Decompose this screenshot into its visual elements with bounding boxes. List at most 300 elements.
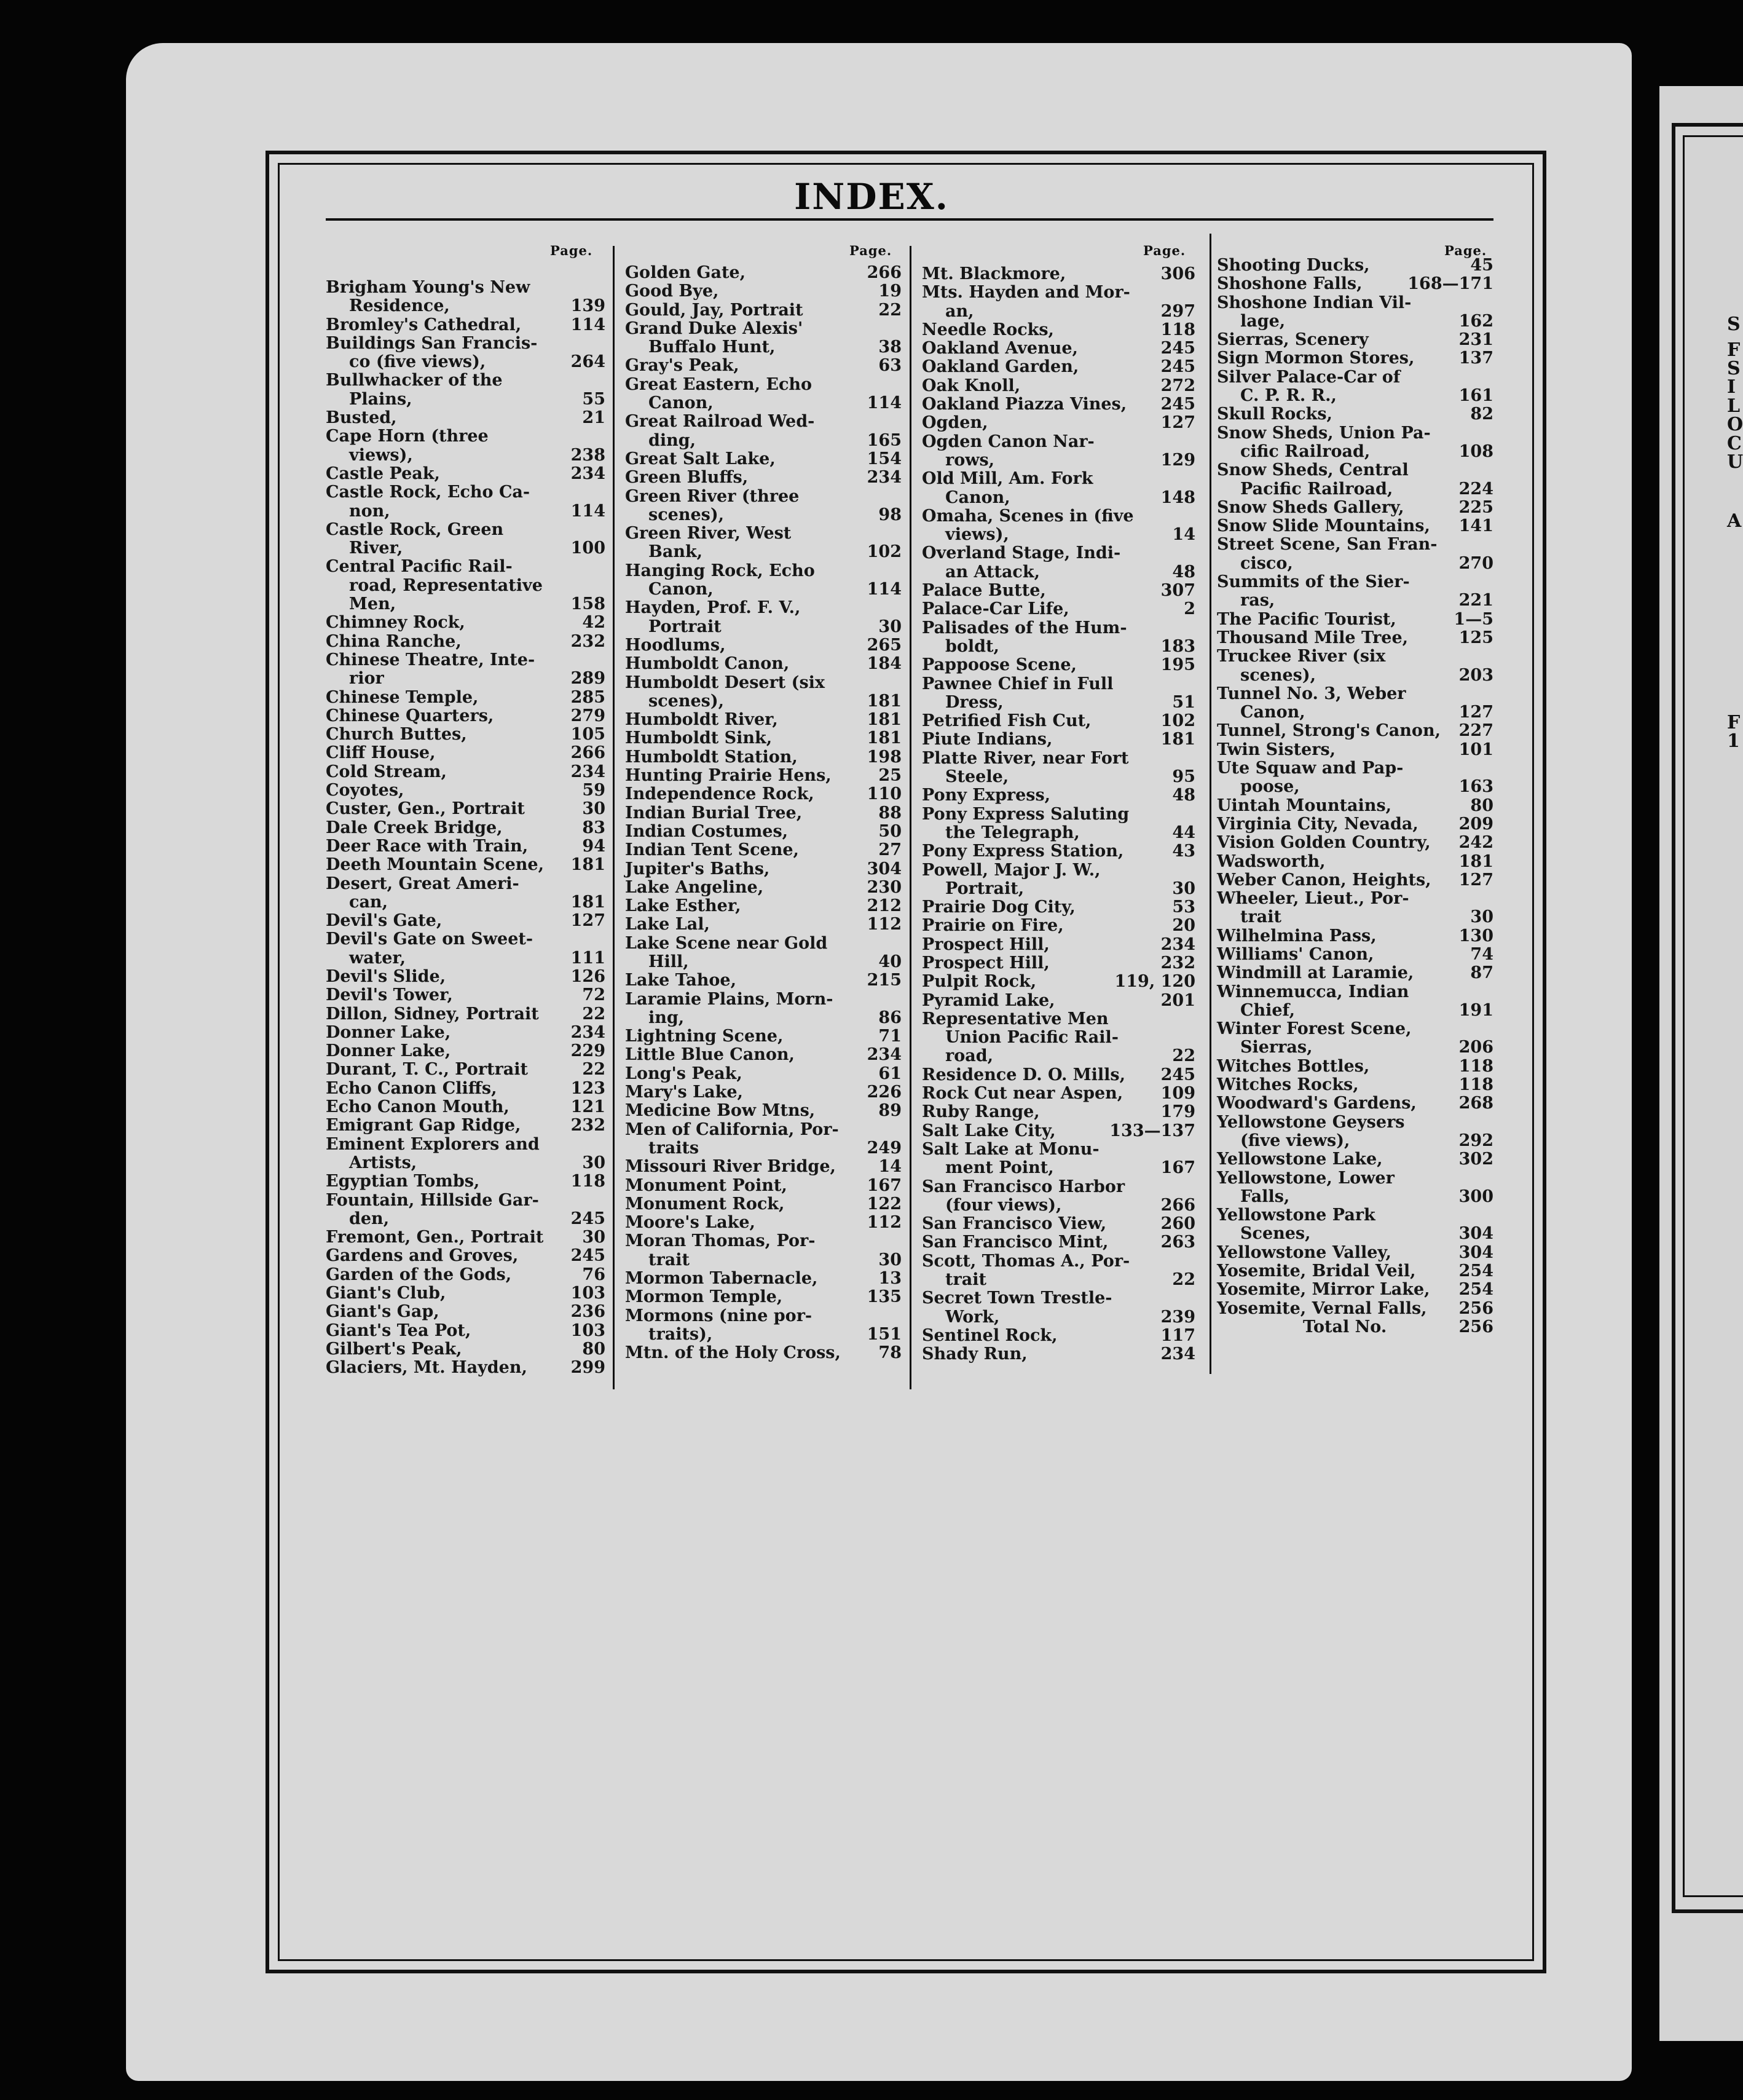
index-entry	[1217, 647, 1493, 666]
entry-page-number: 78	[878, 1343, 902, 1363]
entry-page-number: 234	[867, 1045, 902, 1065]
entry-label: Great Salt Lake,	[625, 449, 776, 468]
entry-label: Sierras,	[1240, 1038, 1313, 1057]
entry-label: Men of California, Por-	[625, 1119, 839, 1139]
entry-page-number: 112	[867, 1213, 902, 1233]
entry-label: Donner Lake,	[326, 1022, 451, 1042]
index-entry	[922, 1345, 1195, 1364]
entry-label: Yellowstone, Lower	[1217, 1168, 1395, 1188]
entry-label: Green River, West	[625, 524, 792, 543]
entry-label: Palace Butte,	[922, 581, 1046, 601]
index-entry	[922, 675, 1195, 693]
entry-label: Dillon, Sidney, Portrait	[326, 1004, 539, 1024]
entry-label: Shooting Ducks,	[1217, 256, 1370, 275]
index-entry	[326, 502, 605, 521]
entry-page-number: 181	[1458, 851, 1493, 871]
entry-label: Uintah Mountains,	[1217, 795, 1392, 815]
index-entry	[625, 1065, 902, 1083]
index-entry	[1217, 1001, 1493, 1020]
index-entry	[625, 450, 902, 468]
index-entry	[1217, 853, 1493, 871]
index-entry	[1217, 815, 1493, 834]
entry-label: views),	[945, 525, 1009, 545]
entry-label: Lake Tahoe,	[625, 971, 736, 990]
entry-label: Missouri River Bridge,	[625, 1157, 836, 1177]
index-entry	[326, 595, 605, 614]
entry-page-number: 71	[878, 1027, 902, 1046]
index-entry	[326, 1116, 605, 1135]
entry-page-number: 256	[1458, 1298, 1493, 1318]
entry-label: Mtn. of the Holy Cross,	[625, 1343, 841, 1363]
index-entry	[1217, 517, 1493, 535]
entry-label: Yellowstone Lake,	[1217, 1150, 1383, 1169]
entry-page-number: 30	[1172, 878, 1195, 898]
entry-label: Sentinel Rock,	[922, 1325, 1058, 1345]
index-entry	[1217, 1020, 1493, 1038]
entry-label: Scott, Thomas A., Por-	[922, 1251, 1130, 1271]
entry-label: Chinese Temple,	[326, 687, 479, 707]
index-entry	[625, 674, 902, 692]
index-entry	[326, 1266, 605, 1284]
entry-page-number: 285	[570, 687, 605, 707]
entry-page-number: 236	[570, 1302, 605, 1322]
index-entry	[326, 1322, 605, 1340]
entry-label: Weber Canon, Heights,	[1217, 870, 1431, 890]
entry-label: Prairie on Fire,	[922, 916, 1064, 936]
entry-label: Brigham Young's New	[326, 278, 530, 297]
index-entry	[326, 558, 605, 576]
entry-label: Fremont, Gen., Portrait	[326, 1228, 544, 1247]
entry-page-number: 234	[867, 468, 902, 488]
entry-label: Lightning Scene,	[625, 1027, 784, 1046]
index-entry	[326, 669, 605, 688]
entry-label: Great Railroad Wed-	[625, 412, 815, 432]
entry-page-number: 89	[878, 1101, 902, 1121]
index-entry	[326, 297, 605, 315]
entry-page-number: 249	[867, 1138, 902, 1158]
entry-label: Mormon Temple,	[625, 1287, 783, 1307]
index-entry	[625, 1121, 902, 1139]
index-entry	[922, 656, 1195, 674]
entry-page-number: 114	[867, 580, 902, 599]
entry-label: Pony Express,	[922, 786, 1051, 805]
entry-label: Chief,	[1240, 1000, 1295, 1020]
entry-page-number: 181	[570, 892, 605, 912]
index-entry	[625, 1009, 902, 1027]
entry-label: Palace-Car Life,	[922, 599, 1069, 619]
entry-label: Echo Canon Cliffs,	[326, 1078, 497, 1098]
entry-page-number: 158	[570, 594, 605, 614]
entry-page-number: 234	[1160, 1344, 1195, 1364]
entry-page-number: 307	[1160, 581, 1195, 601]
entry-page-number: 161	[1458, 386, 1493, 406]
entry-label: Lake Angeline,	[625, 877, 764, 897]
entry-label: Mormons (nine por-	[625, 1306, 812, 1325]
entry-label: the Telegraph,	[945, 823, 1080, 842]
adjacent-page-letter: F	[1727, 339, 1741, 361]
index-entry	[1217, 871, 1493, 890]
index-entry	[625, 301, 902, 320]
index-entry	[326, 893, 605, 912]
entry-label: Hayden, Prof. F. V.,	[625, 598, 801, 618]
entry-label: Powell, Major J. W.,	[922, 860, 1101, 880]
index-entry	[1217, 1038, 1493, 1057]
index-entry	[1217, 331, 1493, 349]
entry-page-number: 245	[1160, 339, 1195, 358]
entry-label: lage,	[1240, 311, 1286, 331]
entry-label: Giant's Club,	[326, 1284, 446, 1303]
index-entry	[625, 394, 902, 412]
entry-page-number: 48	[1172, 786, 1195, 805]
index-entry	[1217, 1225, 1493, 1243]
entry-page-number: 167	[1160, 1158, 1195, 1178]
index-entry	[922, 1252, 1195, 1271]
entry-label: Coyotes,	[326, 781, 404, 800]
entry-label: Skull Rocks,	[1217, 405, 1332, 424]
entry-page-number: 87	[1470, 963, 1493, 983]
entry-label: Winter Forest Scene,	[1217, 1019, 1412, 1039]
index-entry	[1217, 1113, 1493, 1132]
entry-page-number: 234	[570, 1022, 605, 1042]
entry-page-number: 102	[867, 542, 902, 562]
entry-label: an,	[945, 301, 974, 321]
entry-page-number: 165	[867, 430, 902, 450]
entry-page-number: 302	[1458, 1150, 1493, 1169]
entry-page-number: 245	[570, 1209, 605, 1228]
entry-page-number: 63	[878, 356, 902, 376]
entry-label: (five views),	[1240, 1131, 1350, 1150]
index-entry	[326, 837, 605, 856]
entry-page-number: 184	[867, 654, 902, 674]
entry-label: Good Bye,	[625, 282, 719, 301]
entry-label: The Pacific Tourist,	[1217, 609, 1396, 629]
entry-page-number: 42	[582, 613, 605, 633]
index-entry	[922, 1084, 1195, 1103]
entry-page-number: 53	[1172, 898, 1195, 917]
index-entry	[1217, 349, 1493, 368]
entry-label: Independence Rock,	[625, 784, 814, 804]
entry-page-number: 191	[1458, 1000, 1493, 1020]
entry-page-number: 221	[1458, 591, 1493, 610]
index-entry	[625, 376, 902, 394]
index-entry	[922, 321, 1195, 339]
entry-label: Humboldt Canon,	[625, 654, 790, 674]
entry-page-number: 19	[878, 282, 902, 301]
entry-page-number: 30	[582, 1228, 605, 1247]
entry-page-number: 74	[1470, 944, 1493, 964]
entry-page-number: 117	[1160, 1325, 1195, 1345]
index-entry	[922, 563, 1195, 582]
entry-label: Palisades of the Hum-	[922, 618, 1127, 638]
entry-page-number: 110	[867, 784, 902, 804]
entry-page-number: 268	[1458, 1094, 1493, 1113]
entry-page-number: 118	[1160, 320, 1195, 339]
index-entry	[922, 489, 1195, 507]
index-entry	[1217, 461, 1493, 480]
index-entry	[1217, 759, 1493, 778]
entry-label: Indian Tent Scene,	[625, 840, 799, 860]
index-entry	[1217, 983, 1493, 1001]
index-entry	[625, 1102, 902, 1120]
entry-page-number: 133—137	[1109, 1121, 1195, 1140]
index-entry	[625, 357, 902, 375]
entry-page-number: 101	[1458, 740, 1493, 759]
entry-page-number: 76	[582, 1265, 605, 1284]
entry-page-number: 122	[867, 1194, 902, 1214]
entry-label: Bromley's Cathedral,	[326, 315, 522, 334]
entry-label: Pony Express Saluting	[922, 804, 1130, 824]
adjacent-page-letter: F	[1727, 712, 1741, 733]
entry-label: scenes),	[648, 505, 725, 524]
entry-label: Rock Cut near Aspen,	[922, 1084, 1123, 1103]
index-entry	[1217, 890, 1493, 908]
entry-page-number: 40	[878, 952, 902, 971]
index-entry	[625, 934, 902, 953]
entry-page-number: 30	[582, 1153, 605, 1172]
index-entry	[922, 936, 1195, 954]
entry-label: Williams' Canon,	[1217, 944, 1374, 964]
index-entry	[1217, 945, 1493, 964]
entry-label: Pulpit Rock,	[922, 972, 1037, 992]
entry-label: Silver Palace-Car of	[1217, 367, 1401, 387]
index-entry	[625, 729, 902, 748]
entry-label: Oakland Piazza Vines,	[922, 395, 1127, 414]
entry-page-number: 125	[1458, 628, 1493, 647]
entry-label: Union Pacific Rail-	[945, 1028, 1119, 1048]
entry-label: Mt. Blackmore,	[922, 264, 1066, 283]
entry-label: Snow Sheds Gallery,	[1217, 497, 1404, 517]
entry-label: Mormon Tabernacle,	[625, 1269, 818, 1289]
index-entry	[625, 1027, 902, 1046]
entry-label: Castle Rock, Echo Ca-	[326, 483, 530, 502]
entry-page-number: 300	[1458, 1186, 1493, 1206]
index-entry	[1217, 778, 1493, 796]
entry-page-number: 72	[582, 985, 605, 1005]
entry-page-number: 118	[1458, 1075, 1493, 1095]
entry-label: Steele,	[945, 767, 1009, 787]
index-entry	[326, 912, 605, 930]
entry-label: Gray's Peak,	[625, 356, 739, 376]
entry-label: Canon,	[945, 488, 1010, 507]
adjacent-page-letter: I	[1727, 376, 1736, 398]
entry-page-number: 98	[878, 505, 902, 524]
index-entry	[1217, 424, 1493, 443]
index-entry	[625, 915, 902, 934]
entry-label: Gould, Jay, Portrait	[625, 300, 803, 320]
entry-label: co (five views),	[349, 352, 486, 372]
entry-label: poose,	[1240, 777, 1300, 797]
index-entry	[625, 1177, 902, 1195]
entry-label: Jupiter's Baths,	[625, 859, 770, 878]
index-entry	[922, 992, 1195, 1010]
index-entry	[922, 470, 1195, 488]
entry-page-number: 209	[1458, 814, 1493, 834]
entry-page-number: 154	[867, 449, 902, 468]
index-entry	[922, 526, 1195, 544]
index-entry	[625, 1195, 902, 1214]
entry-label: Hunting Prairie Hens,	[625, 766, 832, 786]
entry-label: Tunnel No. 3, Weber	[1217, 684, 1406, 703]
entry-page-number: 135	[867, 1287, 902, 1307]
index-entry	[922, 1215, 1195, 1233]
index-entry	[625, 971, 902, 990]
index-entry	[326, 1284, 605, 1303]
index-entry	[1217, 741, 1493, 759]
index-entry	[922, 898, 1195, 917]
entry-label: Yosemite, Bridal Veil,	[1217, 1261, 1416, 1281]
index-entry	[1217, 535, 1493, 554]
entry-label: Snow Sheds, Central	[1217, 460, 1409, 480]
index-entry	[326, 371, 605, 390]
index-entry	[625, 1307, 902, 1325]
entry-page-number: 30	[1470, 907, 1493, 927]
entry-page-number: 299	[570, 1358, 605, 1378]
index-entry	[1217, 629, 1493, 647]
index-entry	[1217, 908, 1493, 926]
index-entry	[1217, 387, 1493, 405]
index-entry	[1217, 555, 1493, 573]
entry-label: cisco,	[1240, 553, 1293, 573]
index-entry	[1217, 573, 1493, 591]
index-entry	[625, 1158, 902, 1176]
entry-label: Monument Rock,	[625, 1194, 785, 1214]
index-entry	[1217, 1188, 1493, 1206]
entry-label: Cliff House,	[326, 743, 436, 763]
index-entry	[625, 524, 902, 543]
entry-label: Pony Express Station,	[922, 842, 1124, 861]
index-entry	[326, 800, 605, 818]
entry-label: Mary's Lake,	[625, 1083, 743, 1102]
entry-page-number: 148	[1160, 488, 1195, 507]
page-column-header: Page.	[849, 243, 892, 258]
index-entry	[1217, 312, 1493, 331]
index-entry	[625, 1214, 902, 1232]
index-entry	[326, 1042, 605, 1060]
entry-label: Ruby Range,	[922, 1102, 1040, 1122]
index-entry	[326, 521, 605, 539]
entry-page-number: 239	[1160, 1307, 1195, 1327]
index-entry	[326, 986, 605, 1005]
index-entries	[326, 278, 605, 1378]
entry-page-number: 25	[878, 766, 902, 786]
entry-page-number: 43	[1172, 842, 1195, 861]
index-entry	[326, 483, 605, 502]
adjacent-page-letter: A	[1727, 510, 1742, 532]
index-entry	[326, 949, 605, 968]
entry-label: Old Mill, Am. Fork	[922, 469, 1093, 489]
index-entry	[625, 860, 902, 878]
entry-page-number: 22	[1172, 1046, 1195, 1066]
entry-label: Scenes,	[1240, 1224, 1311, 1244]
entry-label: Green Bluffs,	[625, 468, 749, 488]
index-entry	[625, 711, 902, 729]
index-entry	[1217, 294, 1493, 312]
entry-label: Bullwhacker of the	[326, 371, 503, 390]
index-entry	[1217, 1094, 1493, 1113]
index-entry	[326, 1228, 605, 1247]
entry-page-number: 260	[1160, 1214, 1195, 1234]
index-entry	[326, 577, 605, 595]
entry-label: Pacific Railroad,	[1240, 479, 1393, 499]
entry-label: ing,	[648, 1008, 685, 1027]
entry-page-number: 27	[878, 840, 902, 860]
entry-page-number: 272	[1160, 376, 1195, 395]
index-entry	[922, 842, 1195, 861]
index-entry	[625, 1232, 902, 1250]
entry-label: Oakland Avenue,	[922, 339, 1078, 358]
index-entry	[922, 1122, 1195, 1140]
entry-label: Virginia City, Nevada,	[1217, 814, 1418, 834]
entry-label: Yosemite, Mirror Lake,	[1217, 1280, 1430, 1300]
entry-page-number: 114	[867, 393, 902, 413]
index-entry	[326, 1060, 605, 1079]
index-entry	[625, 897, 902, 915]
entry-label: Witches Rocks,	[1217, 1075, 1359, 1095]
index-entry	[922, 451, 1195, 470]
entry-label: Gardens and Groves,	[326, 1246, 519, 1266]
entry-label: Humboldt Sink,	[625, 728, 773, 748]
entry-label: Great Eastern, Echo	[625, 374, 812, 394]
index-entry	[922, 730, 1195, 749]
entry-page-number: 181	[867, 710, 902, 730]
entry-page-number: 201	[1160, 990, 1195, 1010]
entry-label: Devil's Gate,	[326, 911, 443, 931]
index-entry	[922, 544, 1195, 562]
entry-label: Pyramid Lake,	[922, 990, 1055, 1010]
index-entry	[1217, 964, 1493, 982]
entry-label: Witches Bottles,	[1217, 1056, 1370, 1076]
entry-label: Golden Gate,	[625, 263, 746, 282]
entry-page-number: 232	[570, 631, 605, 651]
entry-page-number: 254	[1458, 1280, 1493, 1300]
entry-label: Artists,	[349, 1153, 417, 1172]
entry-page-number: 94	[582, 836, 605, 856]
index-entry	[1217, 499, 1493, 517]
column-divider-2	[910, 246, 911, 1389]
entry-label: Church Buttes,	[326, 725, 467, 744]
entry-label: Giant's Tea Pot,	[326, 1320, 471, 1340]
entry-label: Chinese Quarters,	[326, 706, 494, 725]
entry-label: Glaciers, Mt. Hayden,	[326, 1358, 527, 1378]
index-entry	[922, 582, 1195, 600]
entry-label: Shady Run,	[922, 1344, 1028, 1364]
entry-label: ras,	[1240, 591, 1275, 610]
entry-label: Prairie Dog City,	[922, 898, 1076, 917]
entry-page-number: 83	[582, 818, 605, 837]
entry-page-number: 103	[570, 1284, 605, 1303]
index-entry	[922, 507, 1195, 526]
entry-label: Lake Scene near Gold	[625, 933, 828, 953]
entry-label: Windmill at Laramie,	[1217, 963, 1414, 983]
entry-label: trait	[945, 1270, 986, 1290]
index-entry	[922, 1178, 1195, 1196]
entry-page-number: 86	[878, 1008, 902, 1027]
entry-page-number: 45	[1470, 256, 1493, 275]
entry-label: Cape Horn (three	[326, 427, 489, 446]
index-entry	[922, 805, 1195, 824]
entry-label: Petrified Fish Cut,	[922, 711, 1092, 731]
index-entry	[625, 412, 902, 431]
entry-page-number: 126	[570, 966, 605, 986]
entry-page-number: 151	[867, 1324, 902, 1344]
index-entry	[922, 302, 1195, 321]
entry-label: Canon,	[648, 393, 714, 413]
index-entry	[922, 824, 1195, 842]
entry-label: Wheeler, Lieut., Por-	[1217, 889, 1409, 909]
entry-label: Green River (three	[625, 486, 800, 506]
entry-page-number: 297	[1160, 301, 1195, 321]
index-entry	[625, 618, 902, 636]
